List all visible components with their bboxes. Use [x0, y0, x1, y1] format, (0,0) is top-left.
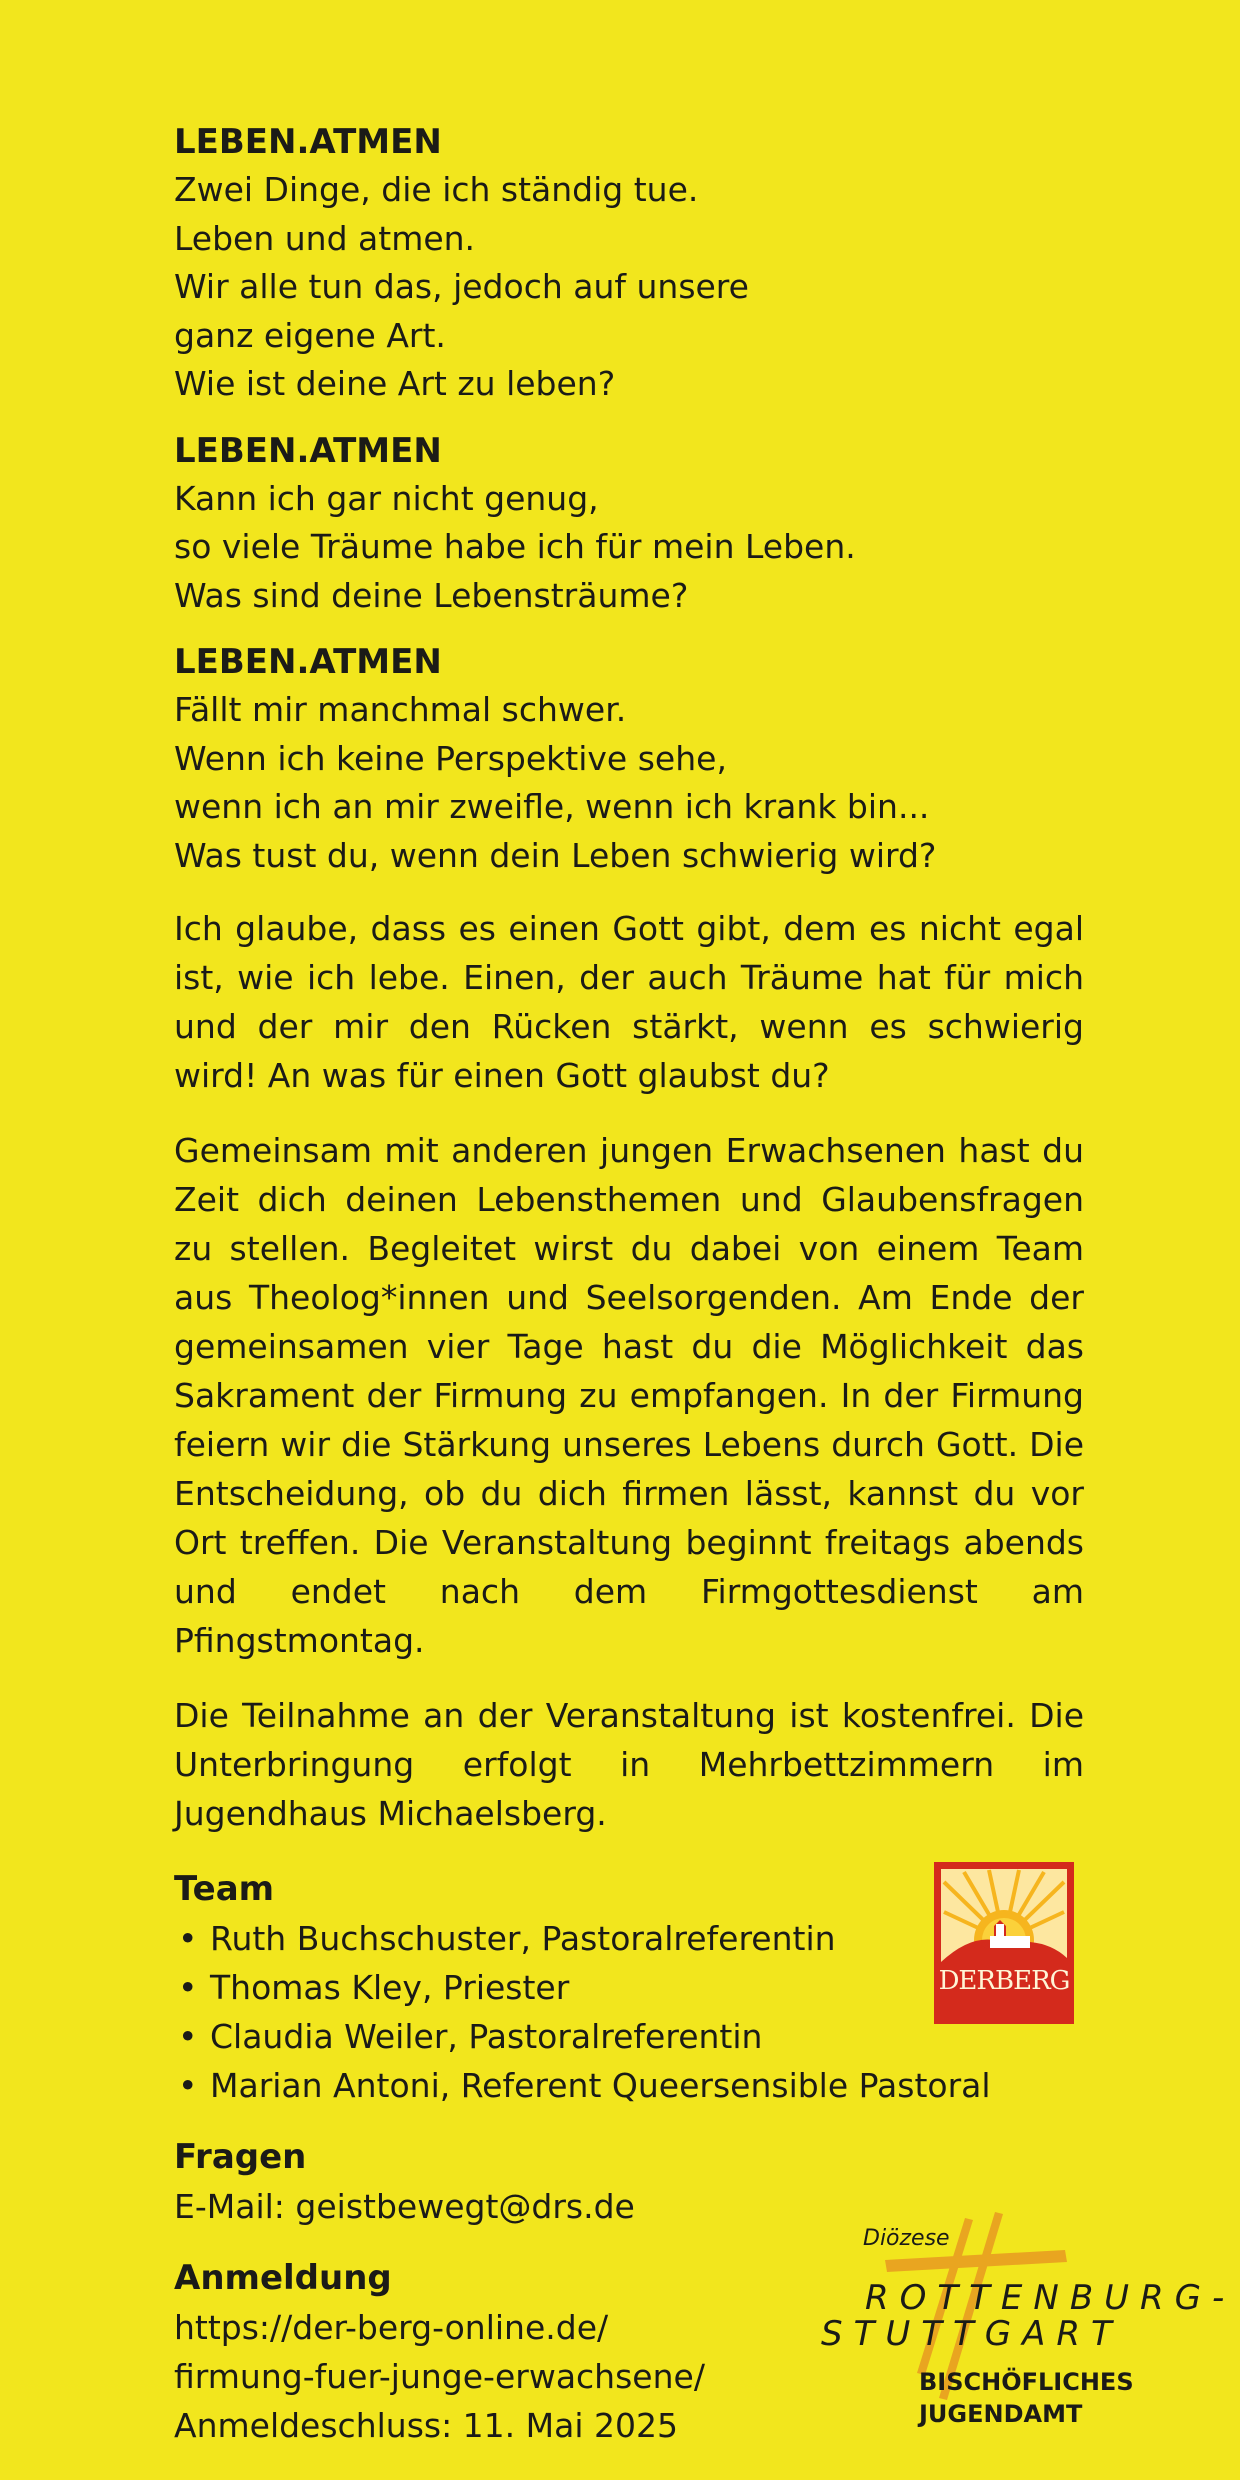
stanza-3 — [174, 638, 1084, 880]
stanza-line: Zwei Dinge, die ich ständig tue. — [174, 170, 699, 209]
dioezese-subtitle — [919, 2366, 1134, 2430]
stanza-line: Was tust du, wenn dein Leben schwierig wird? — [174, 835, 937, 875]
dioezese-small-label: Diözese — [863, 2226, 950, 2251]
stanza-line: Wie ist deine Art zu leben? — [174, 364, 616, 403]
dioezese-name-row-2: STUTTGART — [821, 2314, 1123, 2354]
registration-deadline: Anmeldeschluss: 11. Mai 2025 — [174, 2406, 678, 2445]
questions-heading: Fragen — [174, 2137, 307, 2177]
stanza-line: ganz eigene Art. — [174, 315, 446, 355]
stanza-line: Leben und atmen. — [174, 218, 476, 258]
stanza-line: Kann ich gar nicht genug, — [174, 478, 599, 518]
team-member-name: Ruth Buchschuster, Pastoralreferentin — [210, 1919, 836, 1958]
team-member-name: Claudia Weiler, Pastoralreferentin — [210, 2017, 763, 2056]
dioezese-subtitle-line-2: JUGENDAMT — [919, 2400, 1083, 2428]
stanza-line: Wenn ich keine Perspektive sehe, — [174, 738, 727, 778]
derberg-emblem-icon — [934, 1862, 1074, 2024]
derberg-logo-text: DERBERG — [938, 1966, 1070, 1996]
stanza-1 — [174, 118, 1084, 409]
flyer-content — [174, 118, 1084, 2450]
stanza-line: so viele Träume habe ich für mein Leben. — [174, 527, 856, 566]
bullet: • — [178, 1919, 198, 1958]
paragraph-participation: Die Teilnahme an der Veranstaltung ist kostenfrei. Die Unterbringung erfolgt in Mehrbettzimmern im Jugendhaus Michaelsberg. — [174, 1696, 1084, 1833]
team-member-name: Thomas Kley, Priester — [210, 1968, 570, 2007]
stanza-line: wenn ich an mir zweifle, wenn ich krank bin... — [174, 787, 930, 826]
stanza-heading: LEBEN.ATMEN — [174, 430, 442, 471]
paragraph-belief: Ich glaube, dass es einen Gott gibt, dem es nicht egal ist, wie ich lebe. Einen, der auch Träume hat für mich und der mir den Rücken stärkt, wenn es schwierig wird! An was für einen Gott glaubst du? — [174, 909, 1084, 1095]
team-member-name: Marian Antoni, Referent Queersensible Pastoral — [210, 2066, 991, 2105]
stanza-heading: LEBEN.ATMEN — [174, 122, 442, 162]
registration-url-line-1[interactable]: https://der-berg-online.de/ — [174, 2308, 609, 2347]
registration-heading: Anmeldung — [174, 2258, 392, 2298]
bullet: • — [178, 2066, 198, 2105]
dioezese-logo — [815, 2200, 1236, 2440]
stanza-heading: LEBEN.ATMEN — [174, 642, 442, 682]
dioezese-name-row-1: ROTTENBURG- — [865, 2278, 1236, 2318]
team-heading: Team — [174, 1869, 275, 1909]
derberg-logo — [934, 1862, 1074, 2024]
bullet: • — [178, 2017, 198, 2056]
dioezese-subtitle-line-1: BISCHÖFLICHES — [919, 2368, 1134, 2396]
stanza-line: Wir alle tun das, jedoch auf unsere — [174, 267, 749, 306]
bullet: • — [178, 1968, 198, 2007]
contact-email[interactable]: E-Mail: geistbewegt@drs.de — [174, 2187, 635, 2226]
stanza-line: Was sind deine Lebensträume? — [174, 575, 689, 615]
registration-url-line-2[interactable]: firmung-fuer-junge-erwachsene/ — [174, 2357, 705, 2396]
team-member — [174, 2061, 1084, 2110]
stanza-line: Fällt mir manchmal schwer. — [174, 690, 627, 729]
paragraph-event-description: Gemeinsam mit anderen jungen Erwachsenen hast du Zeit dich deinen Lebensthemen und Glaubensfragen zu stellen. Begleitet wirst du dabei von einem Team aus Theolog*innen und Seelsorgenden. Am Ende der gemeinsamen vier Tage hast du die Möglichkeit das Sakrament der Firmung zu empfangen. In der Firmung feiern wir die Stärkung unseres Lebens durch Gott. Die Entscheidung, ob du dich firmen lässt, kannst du vor Ort treffen. Die Veranstaltung beginnt freitags abends und endet nach dem Firmgottesdienst am Pfingstmontag. — [174, 1131, 1084, 1660]
stanza-2 — [174, 427, 1084, 621]
